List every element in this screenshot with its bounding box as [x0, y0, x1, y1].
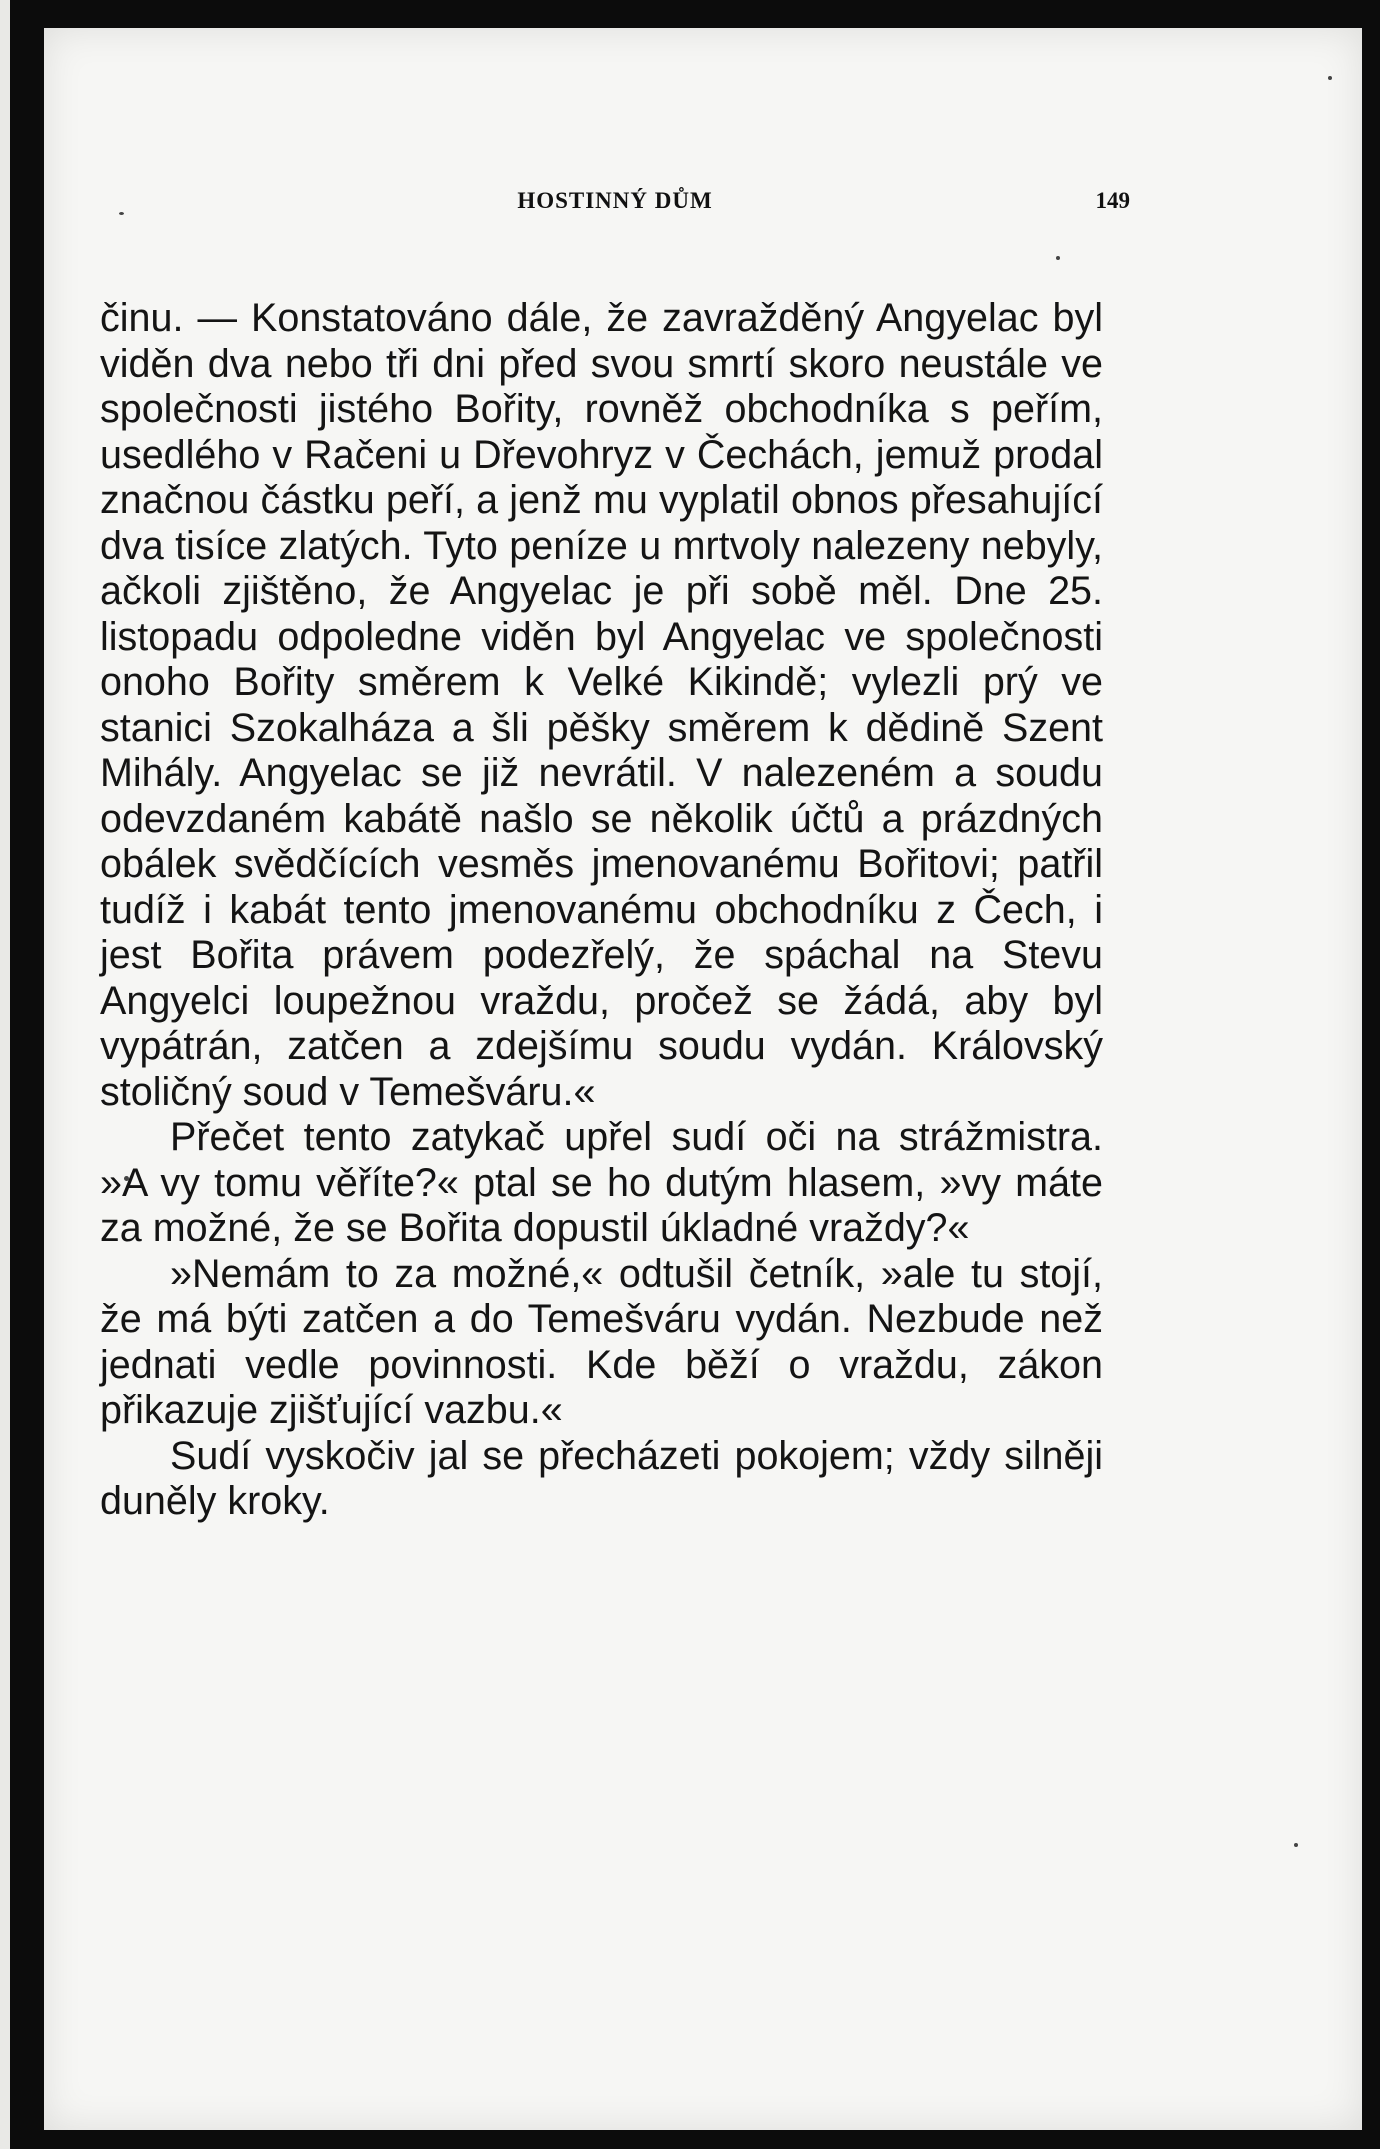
page-header — [100, 188, 1130, 228]
page-number: 149 — [1095, 188, 1130, 213]
running-title: HOSTINNÝ DŮM — [517, 188, 713, 213]
paragraph: Přečet tento zatykač upřel sudí oči na strážmistra. »A vy tomu věříte?« ptal se ho dutým hlasem, »vy máte za možné, že se Bořita dopustil úkladné vraždy?« — [100, 1115, 1103, 1250]
binding-edge — [0, 0, 10, 2149]
print-speck — [1328, 76, 1332, 80]
paragraph: činu. — Konstatováno dále, že zavražděný Angyelac byl viděn dva nebo tři dni před svou smrtí skoro neustále ve společnosti jistého Bořity, rovněž obchodníka s peřím, usedlého v Račeni u Dřevohryz v Čechách, jemuž prodal značnou částku peří, a jenž mu vyplatil obnos přesahující dva tisíce zlatých. Tyto peníze u mrtvoly nalezeny nebyly, ačkoli zjištěno, že Angyelac je při sobě měl. Dne 25. listopadu odpoledne viděn byl Angyelac ve společnosti onoho Bořity směrem k Velké Kikindě; vylezli prý ve stanici Szokalháza a šli pěšky směrem k dědině Szent Mihály. Angyelac se již nevrátil. V nalezeném a soudu odevzdaném kabátě našlo se několik účtů a prázdných obálek svědčících vesměs jmenovanému Bořitovi; patřil tudíž i kabát tento jmenovanému obchodníku z Čech, i jest Bořita právem podezřelý, že spáchal na Stevu Angyelci loupežnou vraždu, pročež se žádá, aby byl vypátrán, zatčen a zdejšímu soudu vydán. Královský stoličný soud v Temešváru.« — [100, 296, 1103, 1114]
body-text — [100, 296, 1103, 1525]
paragraph: »Nemám to za možné,« odtušil četník, »ale tu stojí, že má býti zatčen a do Temešváru vydán. Nezbude než jednati vedle povinnosti. Kde běží o vraždu, zákon přikazuje zjišťující vazbu.« — [100, 1251, 1103, 1432]
print-speck — [1056, 256, 1060, 260]
paragraph: Sudí vyskočiv jal se přecházeti pokojem; vždy silněji duněly kroky. — [100, 1433, 1103, 1523]
print-speck — [1294, 1843, 1298, 1847]
